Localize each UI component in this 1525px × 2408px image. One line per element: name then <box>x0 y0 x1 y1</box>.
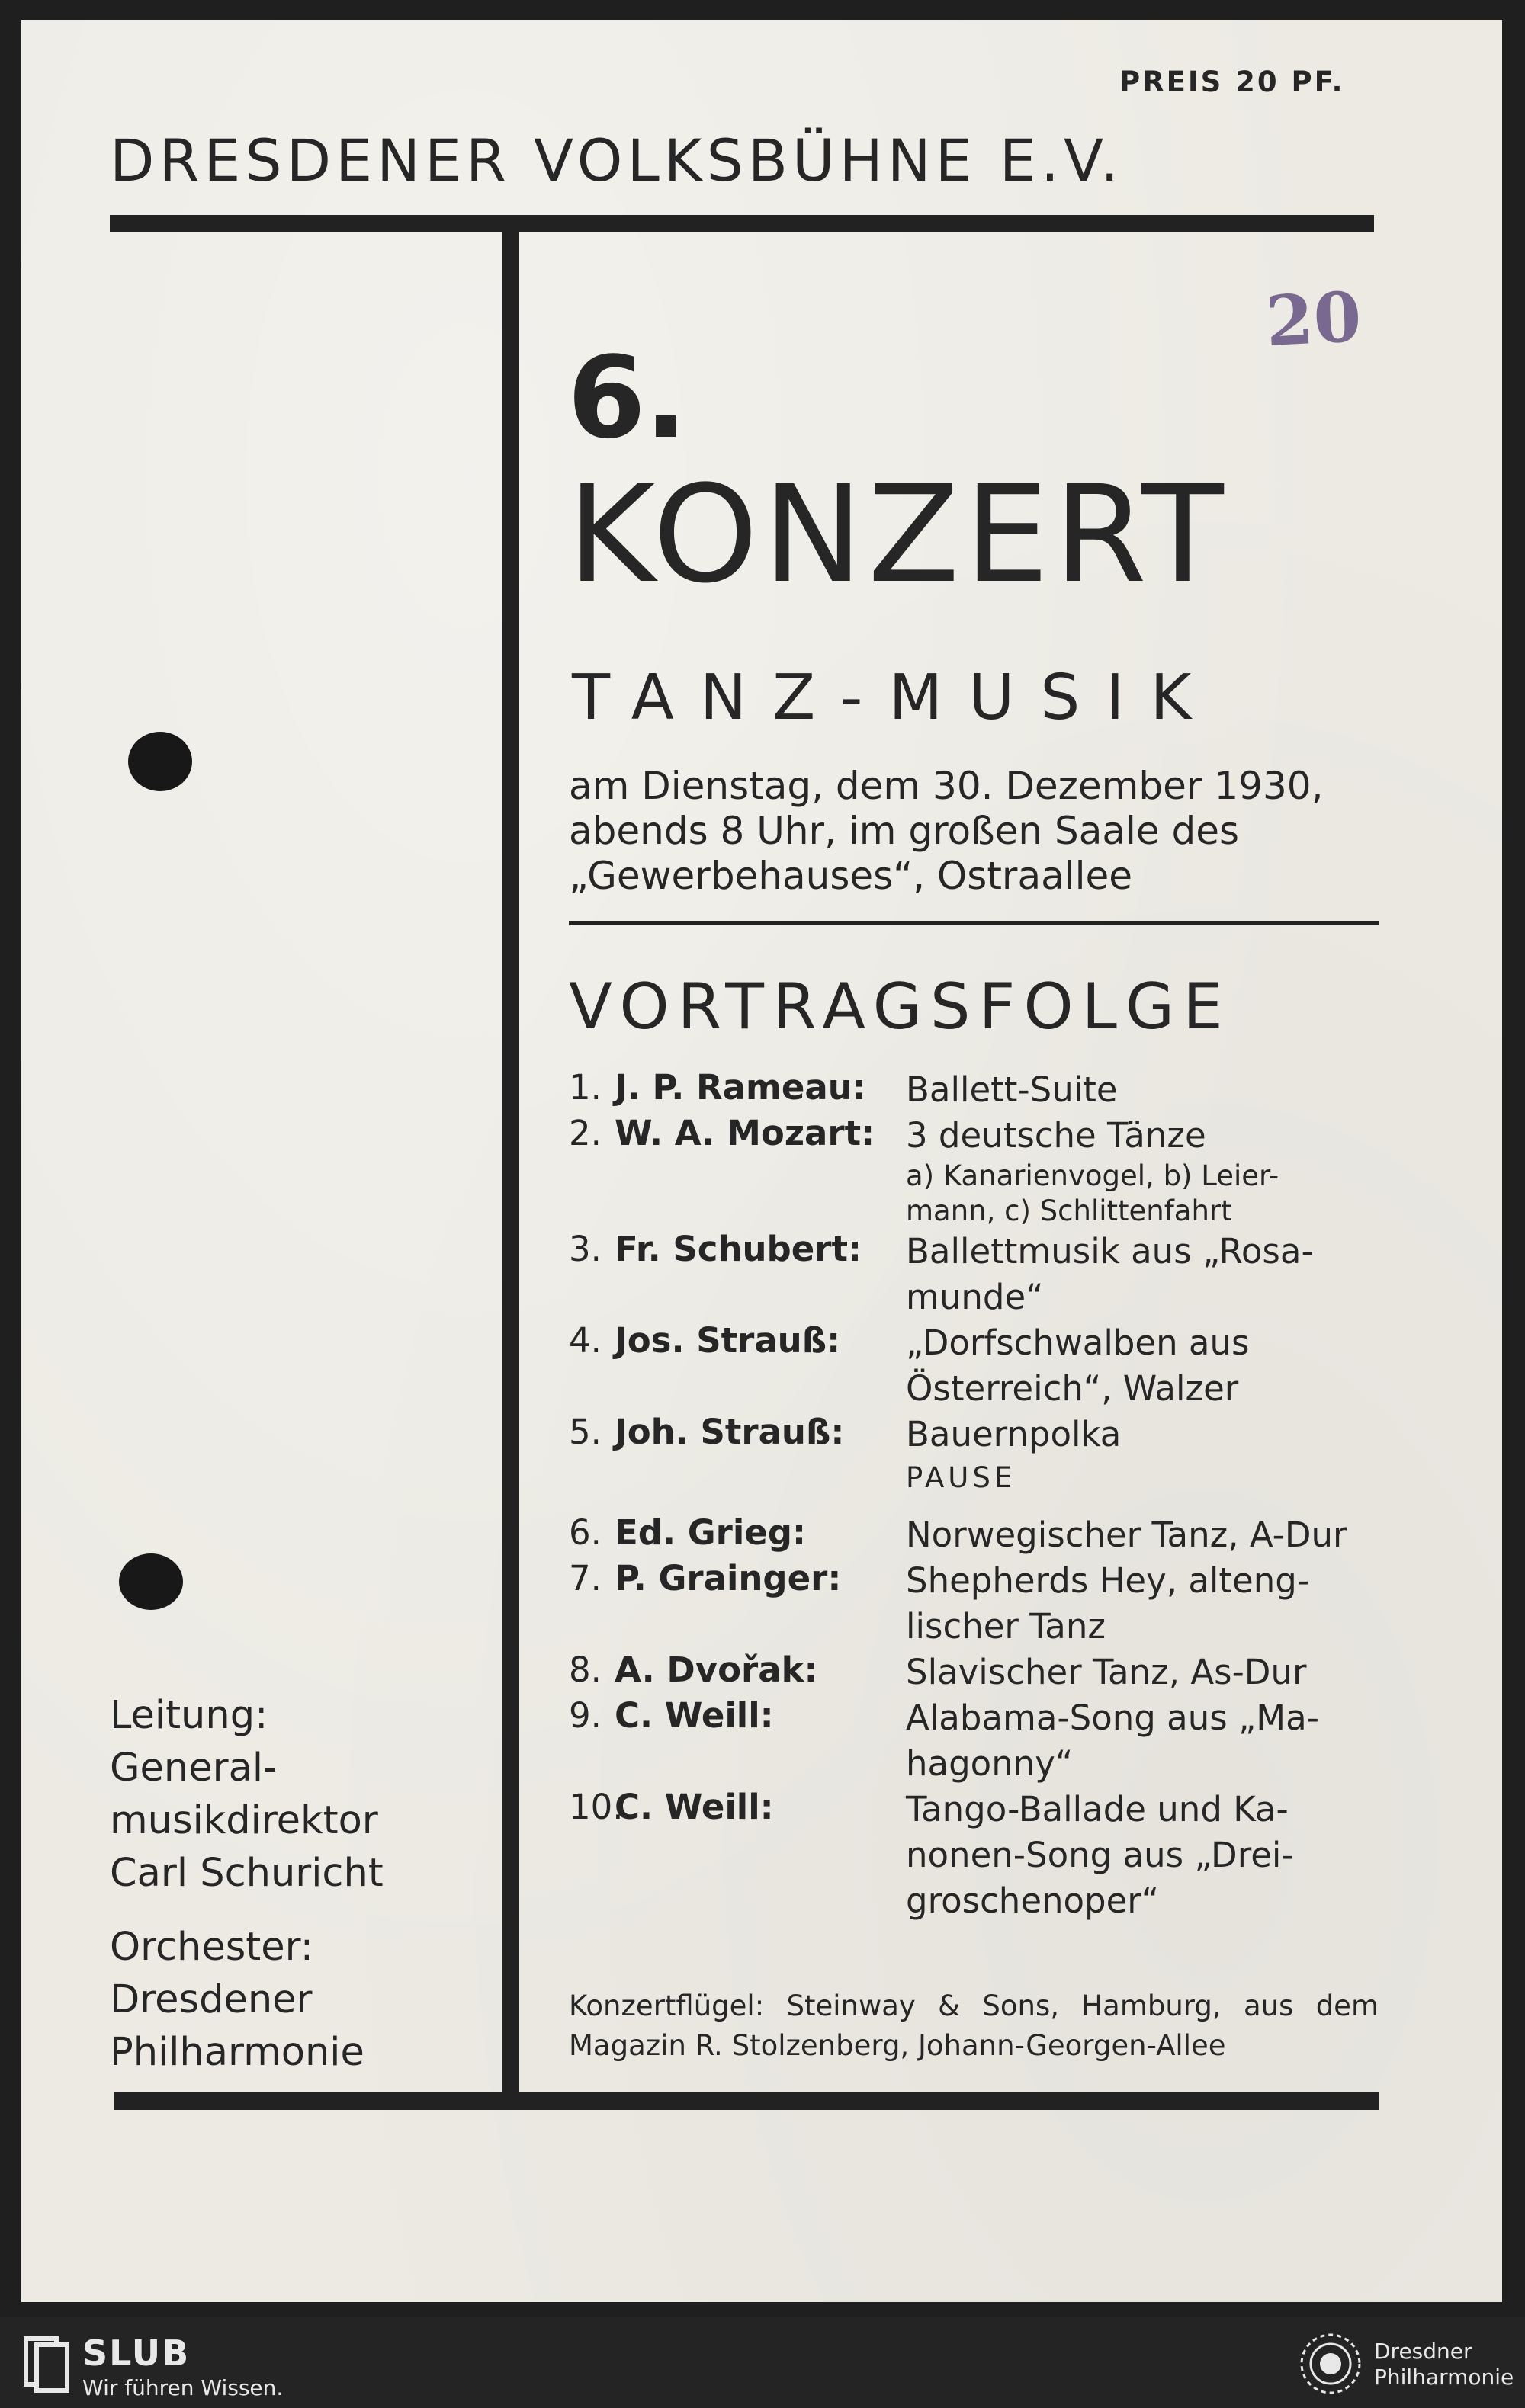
program-item-composer: C. Weill: <box>615 1695 774 1736</box>
program-item-number: 1. <box>569 1067 602 1108</box>
concert-title: KONZERT <box>567 457 1228 613</box>
bottom-rule <box>114 2092 1379 2110</box>
philharmonie-logo-icon[interactable] <box>1298 2331 1363 2397</box>
program-heading: VORTRAGSFOLGE <box>569 970 1231 1044</box>
piece-line: Bauernpolka <box>906 1414 1122 1454</box>
program-item <box>569 1320 1377 1412</box>
piece-line: nonen-Song aus „Drei- <box>906 1835 1294 1875</box>
piece-line: Ballettmusik aus „Rosa- <box>906 1231 1314 1271</box>
program-item-piece <box>906 1650 1377 1695</box>
credit-line: Dresdener <box>110 1977 313 2022</box>
program-item-number: 3. <box>569 1229 602 1269</box>
partner-name-line: Dresdner <box>1374 2339 1472 2364</box>
punch-hole-bottom <box>119 1553 183 1610</box>
concert-number: 6. <box>567 332 686 463</box>
program-item-piece <box>906 1787 1377 1924</box>
program-item-number: 8. <box>569 1650 602 1690</box>
program-item-composer: C. Weill: <box>615 1787 774 1827</box>
program-item-composer: Jos. Strauß: <box>615 1320 841 1361</box>
program-item-number: 5. <box>569 1412 602 1452</box>
slub-tagline: Wir führen Wissen. <box>82 2375 284 2400</box>
piece-line: Alabama-Song aus „Ma- <box>906 1698 1319 1738</box>
program-item-piece <box>906 1412 1377 1457</box>
program-item-composer: Ed. Grieg: <box>615 1512 806 1553</box>
piano-credit: Konzertflügel: Steinway & Sons, Hamburg, aus dem Magazin R. Stolzenberg, Johann-Georgen-Allee <box>569 1990 1379 2062</box>
date-line: am Dienstag, dem 30. Dezember 1930, <box>569 764 1324 808</box>
program-item-number: 2. <box>569 1113 602 1153</box>
program-item <box>569 1412 1377 1457</box>
program-item-piece <box>906 1558 1377 1650</box>
punch-hole-top <box>128 732 192 791</box>
piece-line: lischer Tanz <box>906 1606 1106 1646</box>
program-item-piece <box>906 1067 1377 1113</box>
concert-subtitle: TANZ-MUSIK <box>572 662 1218 734</box>
piece-line: „Dorfschwalben aus <box>906 1323 1250 1363</box>
top-rule <box>110 215 1374 232</box>
program-item-composer: A. Dvořak: <box>615 1650 818 1690</box>
piece-line: Shepherds Hey, alteng- <box>906 1560 1310 1601</box>
program-item-number: 4. <box>569 1320 602 1361</box>
credits <box>110 1689 384 2079</box>
piece-note: mann, c) Schlittenfahrt <box>906 1194 1232 1227</box>
date-line: „Gewerbehauses“, Ostraallee <box>569 854 1133 898</box>
organization-title: DRESDENER VOLKSBÜHNE E.V. <box>110 127 1124 194</box>
viewer-footer-bar <box>0 2317 1525 2408</box>
program-item-number: 10. <box>569 1787 624 1827</box>
price-label: PREIS 20 PF. <box>1119 66 1345 98</box>
program-item-piece <box>906 1229 1377 1320</box>
slub-logo-icon[interactable] <box>23 2334 70 2394</box>
piece-line: Tango-Ballade und Ka- <box>906 1789 1289 1829</box>
piece-line: Österreich“, Walzer <box>906 1368 1239 1409</box>
program-item-piece <box>906 1113 1377 1229</box>
piece-line: 3 deutsche Tänze <box>906 1115 1206 1156</box>
program-item <box>569 1558 1377 1650</box>
date-line: abends 8 Uhr, im großen Saale des <box>569 809 1240 853</box>
program-item <box>569 1787 1377 1924</box>
program-item <box>569 1067 1377 1113</box>
program-item-composer: W. A. Mozart: <box>615 1113 875 1153</box>
program-item-piece <box>906 1320 1377 1412</box>
credit-line: General- <box>110 1746 278 1791</box>
program-list <box>569 1067 1377 1924</box>
program-item-number: 6. <box>569 1512 602 1553</box>
program-item <box>569 1512 1377 1558</box>
program-item-piece <box>906 1512 1377 1558</box>
pause-label: PAUSE <box>906 1461 1016 1494</box>
program-item-piece <box>906 1695 1377 1787</box>
program-item-number: 7. <box>569 1558 602 1598</box>
program-item-composer: Joh. Strauß: <box>615 1412 845 1452</box>
program-item-number: 9. <box>569 1695 602 1736</box>
program-item <box>569 1695 1377 1787</box>
program-item-composer: J. P. Rameau: <box>615 1067 866 1108</box>
credit-line: musikdirektor <box>110 1798 378 1843</box>
program-item-composer: P. Grainger: <box>615 1558 842 1598</box>
piece-line: Ballett-Suite <box>906 1069 1118 1110</box>
piece-line: Norwegischer Tanz, A-Dur <box>906 1515 1347 1555</box>
program-item <box>569 1229 1377 1320</box>
piece-line: groschenoper“ <box>906 1881 1160 1921</box>
vertical-rule <box>502 215 518 2104</box>
program-item <box>569 1650 1377 1695</box>
credit-line: Philharmonie <box>110 2030 364 2075</box>
stamp-number: 20 <box>1263 276 1363 363</box>
piece-line: Slavischer Tanz, As-Dur <box>906 1652 1307 1692</box>
piece-line: hagonny“ <box>906 1743 1074 1784</box>
credit-line: Leitung: <box>110 1693 268 1738</box>
concert-date <box>569 764 1323 899</box>
date-divider <box>569 921 1379 925</box>
piece-line: munde“ <box>906 1277 1044 1317</box>
philharmonie-name <box>1374 2339 1514 2390</box>
slub-name[interactable]: SLUB <box>82 2333 191 2374</box>
partner-name-line: Philharmonie <box>1374 2365 1514 2390</box>
credit-line: Orchester: <box>110 1925 313 1970</box>
piece-note: a) Kanarienvogel, b) Leier- <box>906 1159 1279 1192</box>
credit-line: Carl Schuricht <box>110 1851 384 1896</box>
program-item-composer: Fr. Schubert: <box>615 1229 862 1269</box>
program-item <box>569 1113 1377 1229</box>
program-leaflet <box>21 20 1502 2302</box>
